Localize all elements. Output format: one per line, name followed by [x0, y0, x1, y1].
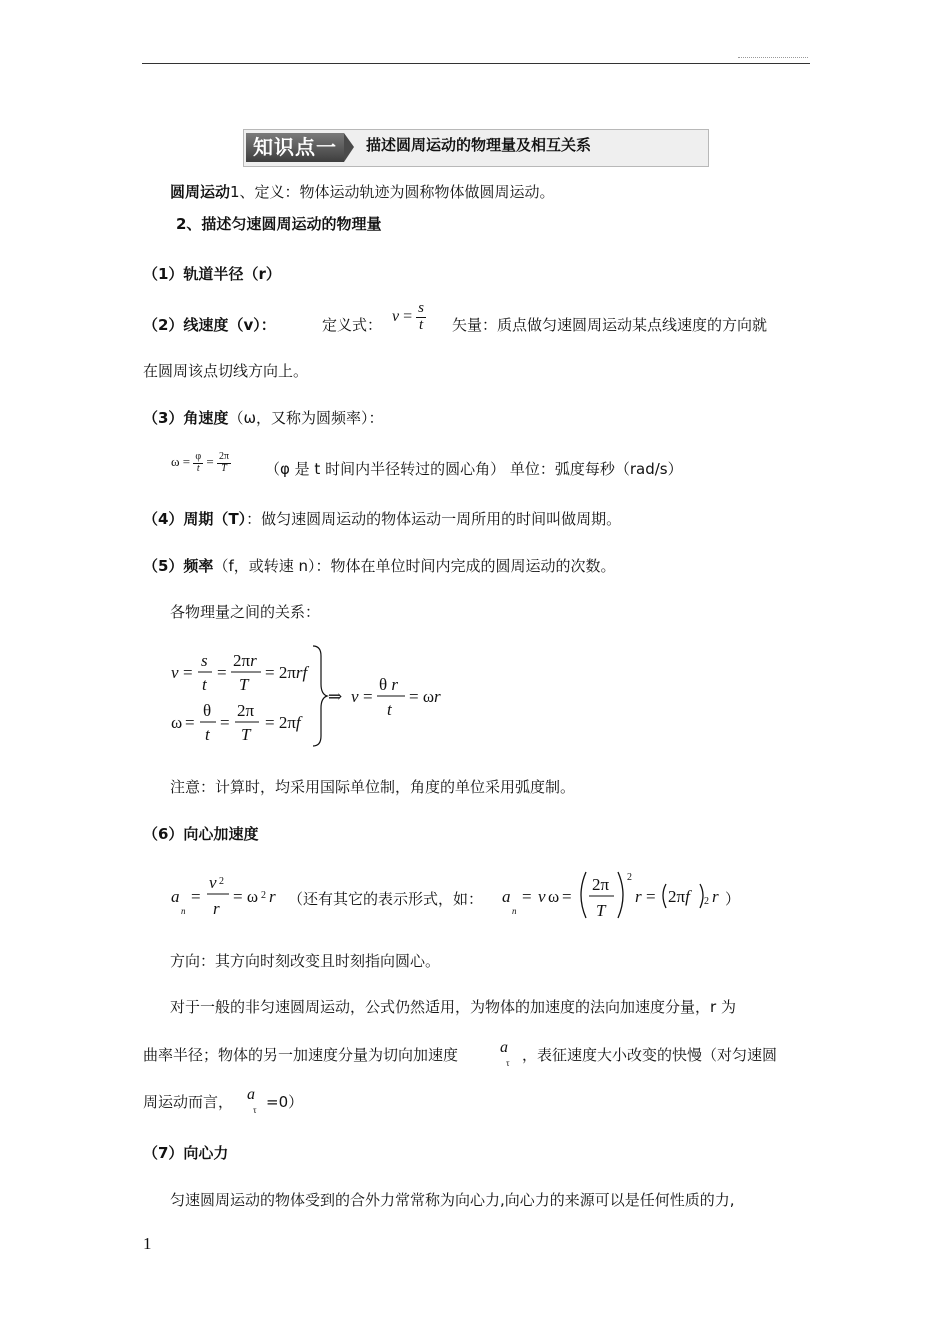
formula-an-2	[498, 862, 723, 928]
svg-text:T: T	[241, 725, 251, 744]
svg-text:a: a	[171, 887, 180, 906]
svg-text:=: =	[183, 663, 193, 682]
definition-label: 定义式：	[322, 316, 383, 334]
svg-text:2: 2	[219, 876, 224, 887]
item-period-text: ：做匀速圆周运动的物体运动一周所用的时间叫做周期。	[246, 510, 622, 528]
item-period	[143, 509, 621, 529]
formula-a-tau-zero: $a_\tau$	[247, 1086, 257, 1115]
subheading-quantities: 2、描述匀速圆周运动的物理量	[176, 215, 382, 233]
svg-text:s: s	[201, 651, 208, 670]
svg-text:T: T	[596, 901, 606, 920]
svg-text:t: t	[202, 675, 207, 694]
section-tag: 知识点一	[246, 133, 344, 162]
svg-text:2πf: 2πf	[668, 887, 690, 906]
relations-heading: 各物理量之间的关系：	[170, 603, 321, 621]
svg-text:2π: 2π	[592, 875, 610, 894]
other-forms-close: ）	[725, 890, 741, 908]
svg-text:r: r	[712, 887, 719, 906]
svg-text:v: v	[351, 687, 359, 706]
svg-text:= 2πf: = 2πf	[265, 713, 301, 732]
svg-text:ω: ω	[171, 713, 183, 732]
svg-text:r: r	[635, 887, 642, 906]
svg-text:=: =	[562, 887, 572, 906]
svg-text:a: a	[502, 887, 511, 906]
direction-note: 方向：其方向时刻改变且时刻指向圆心。	[170, 952, 441, 970]
vector-note-cont: 在圆周该点切线方向上。	[143, 362, 309, 380]
svg-text:= ωr: = ωr	[409, 687, 441, 706]
svg-text:θ: θ	[203, 701, 212, 720]
svg-text:=: =	[220, 713, 230, 732]
svg-text:2: 2	[627, 872, 632, 883]
svg-text:v: v	[209, 873, 217, 892]
item-frequency-label: （5）频率	[143, 557, 214, 575]
item-centripetal-acceleration: （6）向心加速度	[143, 825, 259, 843]
item-angular-velocity-note: （ω，又称为圆频率）：	[228, 409, 384, 427]
svg-text:v: v	[171, 663, 179, 682]
svg-text:=: =	[191, 887, 201, 906]
svg-text:2: 2	[261, 890, 266, 901]
formula-omega: ω = $\frac{\varphi}{t}$ = $\frac{2\pi}{T}$	[171, 451, 230, 474]
omega-note: （φ 是 t 时间内半径转过的圆心角） 单位：弧度每秒（rad/s）	[265, 460, 683, 478]
nonuniform-note: 对于一般的非匀速圆周运动，公式仍然适用，为物体的加速度的法向加速度分量，r 为	[170, 998, 736, 1016]
svg-text:t: t	[205, 725, 210, 744]
vector-note: 矢量：质点做匀速圆周运动某点线速度的方向就	[452, 316, 768, 334]
svg-text:=: =	[646, 887, 656, 906]
item-frequency	[143, 556, 616, 576]
curvature-note-a: 曲率半径；物体的另一加速度分量为切向加速度	[143, 1046, 459, 1064]
svg-text:=: =	[185, 713, 195, 732]
formula-relations	[165, 640, 455, 750]
svg-text:ω: ω	[548, 887, 560, 906]
section-banner	[243, 129, 709, 167]
svg-text:= ω: = ω	[233, 887, 259, 906]
uniform-note-b: =0）	[266, 1093, 304, 1111]
unit-note: 注意：计算时，均采用国际单位制，角度的单位采用弧度制。	[170, 778, 576, 796]
item-linear-velocity-label: （2）线速度（v）：	[143, 316, 276, 334]
svg-text:v: v	[538, 887, 546, 906]
curvature-note-b: ，表征速度大小改变的快慢（对匀速圆	[522, 1046, 778, 1064]
page-number: 1	[143, 1234, 152, 1253]
svg-text:⇒: ⇒	[328, 687, 343, 706]
svg-text:t: t	[387, 700, 392, 719]
formula-a-tau: $a_\tau$	[500, 1039, 510, 1068]
term-circular-motion: 圆周运动	[170, 183, 231, 201]
uniform-note-a: 周运动而言，	[143, 1093, 234, 1111]
svg-text:=: =	[522, 887, 532, 906]
svg-text:=: =	[363, 687, 373, 706]
centripetal-force-text: 匀速圆周运动的物体受到的合外力常常称为向心力,向心力的来源可以是任何性质的力,	[170, 1191, 735, 1209]
item-centripetal-force: （7）向心力	[143, 1144, 229, 1162]
item-linear-velocity	[143, 315, 276, 335]
formula-v-s-t: v = $\frac{s}{t}$	[392, 300, 424, 333]
svg-text:n: n	[181, 906, 186, 916]
svg-text:2: 2	[704, 896, 709, 907]
svg-text:n: n	[512, 906, 517, 916]
svg-text:= 2πrf: = 2πrf	[265, 663, 308, 682]
svg-text:r: r	[269, 887, 276, 906]
svg-text:T: T	[239, 675, 249, 694]
svg-text:2πr: 2πr	[233, 651, 257, 670]
svg-text:θ r: θ r	[379, 675, 399, 694]
item-frequency-text: （f，或转速 n）：物体在单位时间内完成的圆周运动的次数。	[213, 557, 616, 575]
item-angular-velocity	[143, 408, 384, 428]
header-rule	[142, 63, 810, 64]
definition-line	[170, 182, 555, 202]
item-period-label: （4）周期（T）	[143, 510, 247, 528]
svg-text:r: r	[213, 899, 220, 918]
svg-text:=: =	[217, 663, 227, 682]
section-title: 描述圆周运动的物理量及相互关系	[366, 136, 592, 154]
svg-text:2π: 2π	[237, 701, 255, 720]
formula-an-1	[165, 868, 285, 928]
item-angular-velocity-label: （3）角速度	[143, 409, 229, 427]
other-forms-note: （还有其它的表示形式，如：	[288, 890, 484, 908]
definition-text: 1、定义：物体运动轨迹为圆称物体做圆周运动。	[230, 183, 555, 201]
item-radius: （1）轨道半径（r）	[143, 265, 281, 283]
